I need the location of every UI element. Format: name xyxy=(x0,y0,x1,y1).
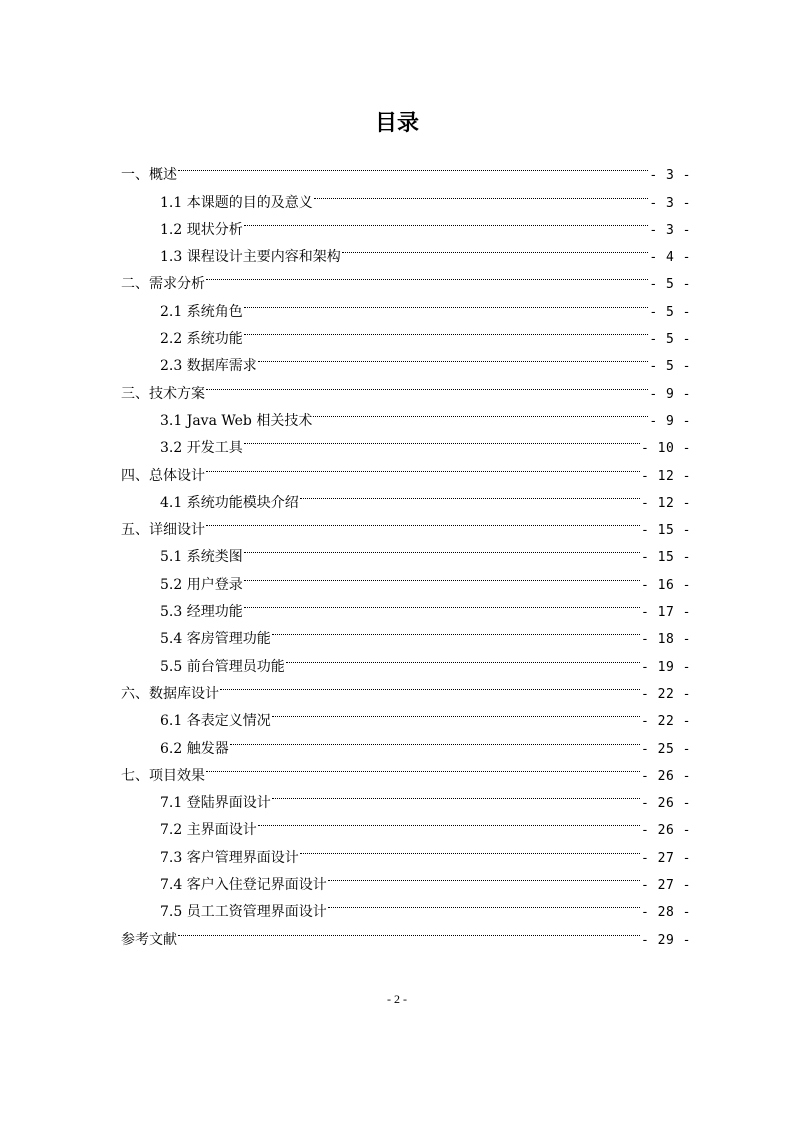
toc-entry-text: 2.1 系统角色 xyxy=(160,303,243,320)
toc-entry-page-number: - 26 - xyxy=(641,796,691,812)
dot-leader xyxy=(178,152,648,179)
toc-entry-page-number: - 15 - xyxy=(641,550,691,566)
toc-entry-text: 一、概述 xyxy=(121,167,177,184)
toc-entry-text: 二、需求分析 xyxy=(121,276,205,293)
dot-leader xyxy=(286,643,640,670)
toc-entry[interactable] xyxy=(121,480,691,511)
toc-entry-page-number: - 3 - xyxy=(649,222,691,238)
toc-entry-page-number: - 9 - xyxy=(649,386,691,402)
toc-entry-page-number: - 5 - xyxy=(649,277,691,293)
toc-entry-page-number: - 27 - xyxy=(641,878,691,894)
toc-entry-text: 5.3 经理功能 xyxy=(160,604,243,621)
toc-entry-text: 5.4 客房管理功能 xyxy=(160,631,271,648)
toc-entry-text: 参考文献 xyxy=(121,931,177,948)
toc-entry-text: 7.4 客户入住登记界面设计 xyxy=(160,877,327,894)
toc-entry-text: 2.3 数据库需求 xyxy=(160,358,257,375)
dot-leader xyxy=(300,834,640,861)
toc-entry-page-number: - 5 - xyxy=(649,304,691,320)
toc-entry-text: 七、项目效果 xyxy=(121,767,205,784)
toc-entry[interactable] xyxy=(121,398,691,429)
dot-leader xyxy=(313,398,648,425)
dot-leader xyxy=(244,534,640,561)
dot-leader xyxy=(206,452,640,479)
toc-entry-page-number: - 18 - xyxy=(641,632,691,648)
toc-entry-page-number: - 16 - xyxy=(641,577,691,593)
toc-entry-page-number: - 19 - xyxy=(641,659,691,675)
toc-entry[interactable] xyxy=(121,916,691,948)
dot-leader xyxy=(272,780,640,807)
toc-entry-text: 2.2 系统功能 xyxy=(160,331,243,348)
toc-entry-text: 1.3 课程设计主要内容和架构 xyxy=(160,249,341,266)
toc-entry-text: 4.1 系统功能模块介绍 xyxy=(160,494,299,511)
dot-leader xyxy=(244,561,640,588)
toc-entry-text: 1.2 现状分析 xyxy=(160,221,243,238)
toc-entry-text: 三、技术方案 xyxy=(121,385,205,402)
toc-entry-text: 7.2 主界面设计 xyxy=(160,822,257,839)
toc-entry-text: 6.2 触发器 xyxy=(160,740,229,757)
toc-entry-text: 3.2 开发工具 xyxy=(160,440,243,457)
toc-entry[interactable] xyxy=(121,370,691,402)
dot-leader xyxy=(244,207,649,234)
toc-entry-page-number: - 10 - xyxy=(641,441,691,457)
toc-entry-page-number: - 22 - xyxy=(641,686,691,702)
dot-leader xyxy=(220,671,640,698)
toc-entry-text: 3.1 Java Web 相关技术 xyxy=(160,412,313,429)
toc-entry-page-number: - 12 - xyxy=(641,468,691,484)
dot-leader xyxy=(328,889,640,916)
toc-entry-page-number: - 3 - xyxy=(649,168,691,184)
toc-title: 目录 xyxy=(374,111,419,136)
page-number-footer: - 2 - xyxy=(387,992,407,1006)
toc-entry[interactable] xyxy=(121,753,691,784)
toc-entry[interactable] xyxy=(121,452,691,484)
toc-entry[interactable] xyxy=(121,288,691,320)
toc-entry-page-number: - 22 - xyxy=(641,714,691,730)
dot-leader xyxy=(244,589,640,616)
dot-leader xyxy=(206,370,648,397)
dot-leader xyxy=(258,807,640,834)
dot-leader xyxy=(178,916,640,943)
toc-entry-text: 六、数据库设计 xyxy=(121,685,219,702)
dot-leader xyxy=(300,480,640,507)
dot-leader xyxy=(258,343,649,370)
toc-entry-page-number: - 28 - xyxy=(641,905,691,921)
toc-entry-page-number: - 26 - xyxy=(641,768,691,784)
toc-entry-text: 7.5 员工工资管理界面设计 xyxy=(160,904,327,921)
toc-entry[interactable] xyxy=(121,534,691,566)
dot-leader xyxy=(328,862,640,889)
dot-leader xyxy=(206,753,640,780)
toc-entry[interactable] xyxy=(121,780,691,812)
dot-leader xyxy=(230,725,640,752)
toc-entry-page-number: - 5 - xyxy=(649,359,691,375)
dot-leader xyxy=(244,316,649,343)
toc-entry-page-number: - 29 - xyxy=(641,932,691,948)
toc-entry-page-number: - 26 - xyxy=(641,823,691,839)
dot-leader xyxy=(244,425,640,452)
table-of-contents xyxy=(121,152,691,948)
toc-entry-text: 5.2 用户登录 xyxy=(160,576,243,593)
toc-entry-text: 7.3 客户管理界面设计 xyxy=(160,849,299,866)
dot-leader xyxy=(244,288,649,315)
toc-entry-text: 四、总体设计 xyxy=(121,467,205,484)
toc-entry[interactable] xyxy=(121,507,691,539)
toc-entry[interactable] xyxy=(121,179,691,211)
toc-entry-text: 7.1 登陆界面设计 xyxy=(160,795,271,812)
toc-entry-page-number: - 12 - xyxy=(641,495,691,511)
toc-entry-text: 五、详细设计 xyxy=(121,522,205,539)
toc-entry-page-number: - 9 - xyxy=(649,413,691,429)
dot-leader xyxy=(272,616,640,643)
toc-entry-page-number: - 4 - xyxy=(649,250,691,266)
dot-leader xyxy=(314,179,649,206)
toc-entry-text: 1.1 本课题的目的及意义 xyxy=(160,194,313,211)
toc-entry-text: 6.1 各表定义情况 xyxy=(160,713,271,730)
toc-entry[interactable] xyxy=(121,261,691,293)
toc-entry-page-number: - 15 - xyxy=(641,523,691,539)
dot-leader xyxy=(342,234,649,261)
toc-entry[interactable] xyxy=(121,152,691,184)
toc-entry-text: 5.5 前台管理员功能 xyxy=(160,658,285,675)
toc-entry-page-number: - 5 - xyxy=(649,332,691,348)
dot-leader xyxy=(272,698,640,725)
toc-entry-page-number: - 17 - xyxy=(641,605,691,621)
dot-leader xyxy=(206,507,640,534)
toc-entry-page-number: - 25 - xyxy=(641,741,691,757)
toc-entry-text: 5.1 系统类图 xyxy=(160,549,243,566)
toc-entry-page-number: - 27 - xyxy=(641,850,691,866)
dot-leader xyxy=(206,261,648,288)
toc-entry-page-number: - 3 - xyxy=(649,195,691,211)
